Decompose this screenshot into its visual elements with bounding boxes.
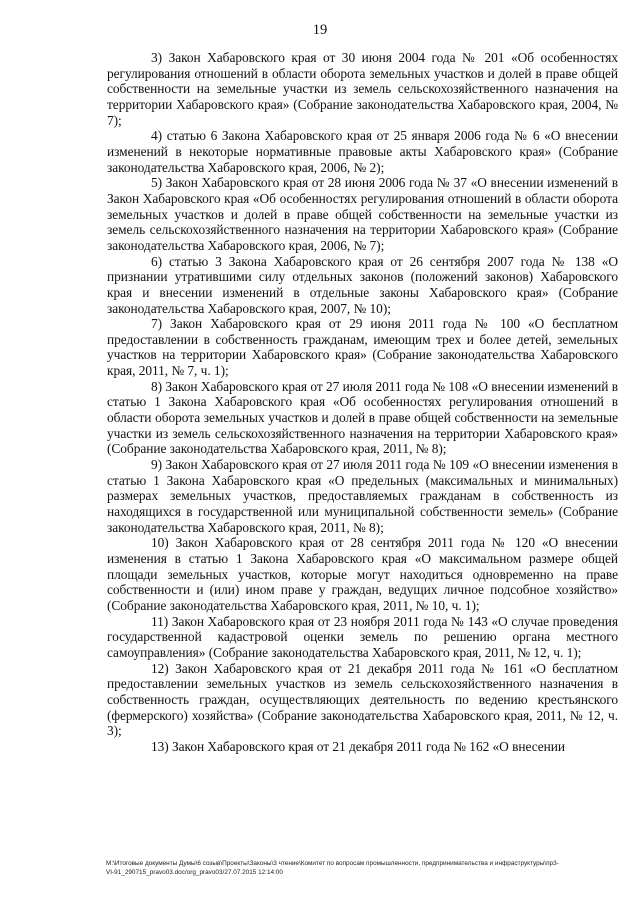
footer-line-2: VI-91_290715_pravo03.doc/org_pravo03/27.07.2015 12:14:00 [106,869,283,876]
list-item-13: 13) Закон Хабаровского края от 21 декабря 2011 года № 162 «О внесении [151,738,566,754]
document-body [107,50,618,755]
list-item-10: 10) Закон Хабаровского края от 28 сентября 2011 года № 120 «О внесении изменения в статью 1 Закона Хабаровского края «О максимальном размере общей площади земельных участков, которые могут находиться одновременно на праве собственности и (или) ином праве у граждан, ведущих личное подсобное хозяйство» (Собрание законодательства Хабаровского края, 2011, № 10, ч. 1); [107,535,618,613]
list-item-11: 11) Закон Хабаровского края от 23 ноября 2011 года № 143 «О случае проведения государственной кадастровой оценки земель по решению органа местного самоуправления» (Собрание законодательства Хабаровского края, 2011, № 12, ч. 1); [107,613,618,660]
list-item-6: 6) статью 3 Закона Хабаровского края от 26 сентября 2007 года № 138 «О признании утратившими силу отдельных законов (положений законов) Хабаровского края и внесении изменений в отдельные законы Хабаровского края» (Собрание законодательства Хабаровского края, 2007, № 10); [107,253,618,316]
list-item-7: 7) Закон Хабаровского края от 29 июня 2011 года № 100 «О бесплатном предоставлении в собственность гражданам, имеющим трех и более детей, земельных участков на территории Хабаровского края» (Собрание законодательства Хабаровского края, 2011, № 7, ч. 1); [107,316,618,379]
list-item-3: 3) Закон Хабаровского края от 30 июня 2004 года № 201 «Об особенностях регулирования отношений в области оборота земельных участков и долей в праве общей собственности на земельные участки из земель сельскохозяйственного назначения на территории Хабаровского края» (Собрание законодательства Хабаровского края, 2004, № 7); [107,50,618,128]
list-item-4: 4) статью 6 Закона Хабаровского края от 25 января 2006 года № 6 «О внесении изменений в некоторые нормативные правовые акты Хабаровского края» (Собрание законодательства Хабаровского края, 2006, № 2); [107,128,618,175]
list-item-5: 5) Закон Хабаровского края от 28 июня 2006 года № 37 «О внесении изменений в Закон Хабаровского края «Об особенностях регулирования отношений в области оборота земельных участков и долей в праве общей собственности на земельные участки из земель сельскохозяйственного назначения на территории Хабаровского края» (Собрание законодательства Хабаровского края, 2006, № 7); [107,175,618,253]
list-item-9: 9) Закон Хабаровского края от 27 июля 2011 года № 109 «О внесении изменения в статью 1 Закона Хабаровского края «О предельных (максимальных и минимальных) размерах земельных участков, предоставляемых гражданам в собственность из находящихся в государственной или муниципальной собственности земель» (Собрание законодательства Хабаровского края, 2011, № 8); [107,457,618,535]
page-number: 19 [312,22,328,38]
list-item-12: 12) Закон Хабаровского края от 21 декабря 2011 года № 161 «О бесплатном предоставлении земельных участков из земель сельскохозяйственного назначения в собственность граждан, осуществляющих деятельность по ведению крестьянского (фермерского) хозяйства» (Собрание законодательства Хабаровского края, 2011, № 12, ч. 3); [107,660,618,739]
file-path-footer [106,859,622,877]
footer-line-1: M:\Итоговые документы Думы\6 созыв\Проекты\Законы\3 чтение\Комитет по вопросам промышленности, предпринимательства и инфраструктуры\пр3- [106,860,559,867]
list-item-8: 8) Закон Хабаровского края от 27 июля 2011 года № 108 «О внесении изменений в статью 1 Закона Хабаровского края «Об особенностях регулирования отношений в области оборота земельных участков и долей в праве общей собственности на земельные участки из земель сельскохозяйственного назначения на территории Хабаровского края» (Собрание законодательства Хабаровского края, 2011, № 8); [107,378,618,457]
